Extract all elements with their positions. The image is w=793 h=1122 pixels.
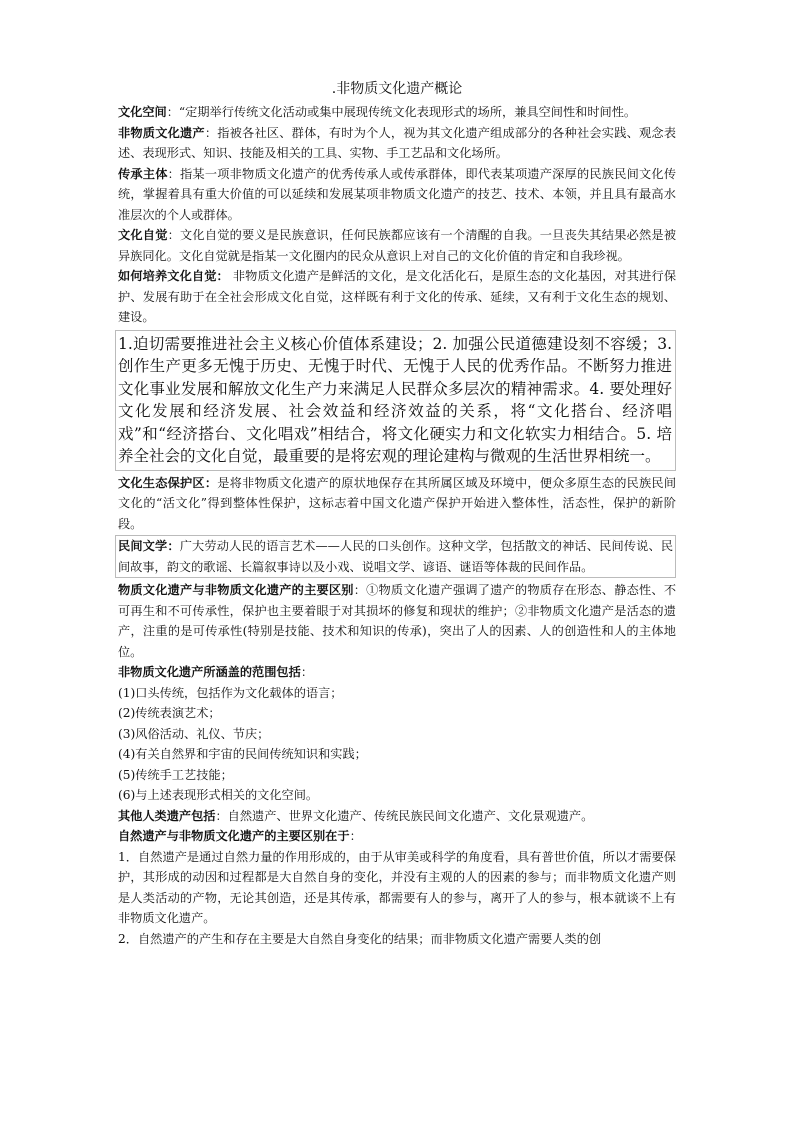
list-item: (6)与上述表现形式相关的文化空间。 <box>118 788 319 802</box>
paragraph-scope-heading <box>118 662 676 683</box>
paragraph-cultural-space <box>118 102 676 123</box>
document-page <box>118 78 676 949</box>
document-title: .非物质文化遗产概论 <box>331 81 463 97</box>
paragraph-difference-2: 2．自然遗产的产生和存在主要是大自然自身变化的结果；而非物质文化遗产需要人类的创 <box>118 931 602 946</box>
paragraph-tangible-vs-intangible <box>118 580 676 662</box>
text-cultural-space: ：“定期举行传统文化活动或集中展现传统文化表现形式的场所，兼具空间性和时间性。 <box>166 105 637 119</box>
term-cultural-awareness: 文化自觉 <box>118 228 168 242</box>
paragraph-ecological-zone <box>118 473 676 535</box>
term-tangible-vs-intangible: 物质文化遗产与非物质文化遗产的主要区别 <box>118 583 354 597</box>
paragraph-intangible-heritage <box>118 123 676 164</box>
list-item: (3)风俗活动、礼仪、节庆； <box>118 726 270 741</box>
text-folk-literature: 广大劳动人民的语言艺术——人民的口头创作。这种文学，包括散文的神话、民间传说、民间故事，韵文的歌谣、长篇叙事诗以及小戏、说唱文学、谚语、谜语等体裁的民间作品。 <box>118 539 674 574</box>
list-item: (5)传统手工艺技能； <box>118 767 233 782</box>
text-natural-vs-intangible: ： <box>349 829 362 843</box>
text-scope: ： <box>300 665 313 679</box>
term-ecological-zone: 文化生态保护区： <box>118 475 218 490</box>
list-item: (2)传统表演艺术； <box>118 706 221 720</box>
term-natural-vs-intangible: 自然遗产与非物质文化遗产的主要区别在于 <box>118 829 350 843</box>
paragraph-numbered-measures: 1.迫切需要推进社会主义核心价值体系建设；2. 加强公民道德建设刻不容缓；3. 创作生产更多无愧于历史、无愧于时代、无愧于人民的优秀作品。不断努力推进文化事业发展和解放文化生产力来满足人民群众多层次的精神需求。4. 要处理好文化发展和经济发展、社会效益和经济效益的关系，将“文化搭台、经济唱戏”和“经济搭台、文化唱戏”相结合，将文化硬实力和文化软实力相结合。5. 培养全社会的文化自觉，最重要的是将宏观的理论建构与微观的生活世界相统一。 <box>115 330 676 471</box>
paragraph-cultivate-awareness <box>118 266 676 328</box>
text-inheritance-subject: ：指某一项非物质文化遗产的优秀传承人或传承群体，即代表某项遗产深厚的民族民间文化传统，掌握着具有重大价值的可以延续和发展某项非物质文化遗产的技艺、技术、本领，并且具有最高水准层次的个人或群体。 <box>118 166 677 222</box>
text-tangible-vs-intangible: ：①物质文化遗产强调了遗产的物质存在形态、静态性、不可再生和不可传承性，保护也主要着眼于对其损坏的修复和现状的维护；②非物质文化遗产是活态的遗产，注重的是可传承性(特别是技能、技术和知识的传承)，突出了人的因素、人的创造性和人的主体地位。 <box>118 583 677 659</box>
text-intangible-heritage: ：指被各社区、群体，有时为个人，视为其文化遗产组成部分的各种社会实践、观念表述、表现形式、知识、技能及相关的工具、实物、手工艺品和文化场所。 <box>118 125 677 160</box>
paragraph-other-heritage <box>118 806 676 827</box>
text-other-heritage: ：自然遗产、世界文化遗产、传统民族民间文化遗产、文化景观遗产。 <box>215 808 594 823</box>
text-ecological-zone: 是将非物质文化遗产的原状地保存在其所属区域及环境中，便众多原生态的民族民间文化的“活文化”得到整体性保护，这标志着中国文化遗产保护开始进入整体性，活态性，保护的新阶段。 <box>118 475 677 531</box>
term-folk-literature: 民间文学： <box>118 539 180 553</box>
term-cultivate-awareness: 如何培养文化自觉： <box>118 269 229 283</box>
list-item: (4)有关自然界和宇宙的民间传统知识和实践； <box>118 747 367 761</box>
paragraph-difference-1: 1．自然遗产是通过自然力量的作用形成的，由于从审美或科学的角度看，具有普世价值，所以才需要保护，其形成的动因和过程都是大自然自身的变化，并没有主观的人的因素的参与；而非物质文化遗产则是人类活动的产物，无论其创造，还是其传承，都需要有人的参与，离开了人的参与，根本就谈不上有非物质文化遗产。 <box>118 849 676 925</box>
term-intangible-heritage: 非物质文化遗产 <box>118 125 205 140</box>
term-inheritance-subject: 传承主体 <box>118 166 168 181</box>
paragraph-cultural-awareness <box>118 225 676 266</box>
paragraph-folk-literature <box>115 535 676 578</box>
term-cultural-space: 文化空间 <box>118 105 167 119</box>
term-other-heritage: 其他人类遗产包括 <box>118 808 216 823</box>
list-item: (1)口头传统，包括作为文化载体的语言； <box>118 685 343 700</box>
text-cultivate-awareness: 非物质文化遗产是鲜活的文化，是文化活化石，是原生态的文化基因，对其进行保护、发展有助于在全社会形成文化自觉，这样既有利于文化的传承、延续，又有利于文化生态的规划、建设。 <box>118 269 677 324</box>
term-scope: 非物质文化遗产所涵盖的范围包括 <box>118 665 301 679</box>
text-cultural-awareness: ：文化自觉的要义是民族意识，任何民族都应该有一个清醒的自我。一旦丧失其结果必然是被异族同化。文化自觉就是指某一文化圈内的民众从意识上对自己的文化价值的肯定和自我珍视。 <box>118 228 677 263</box>
paragraph-natural-vs-intangible-heading <box>118 826 676 847</box>
paragraph-inheritance-subject <box>118 164 676 226</box>
